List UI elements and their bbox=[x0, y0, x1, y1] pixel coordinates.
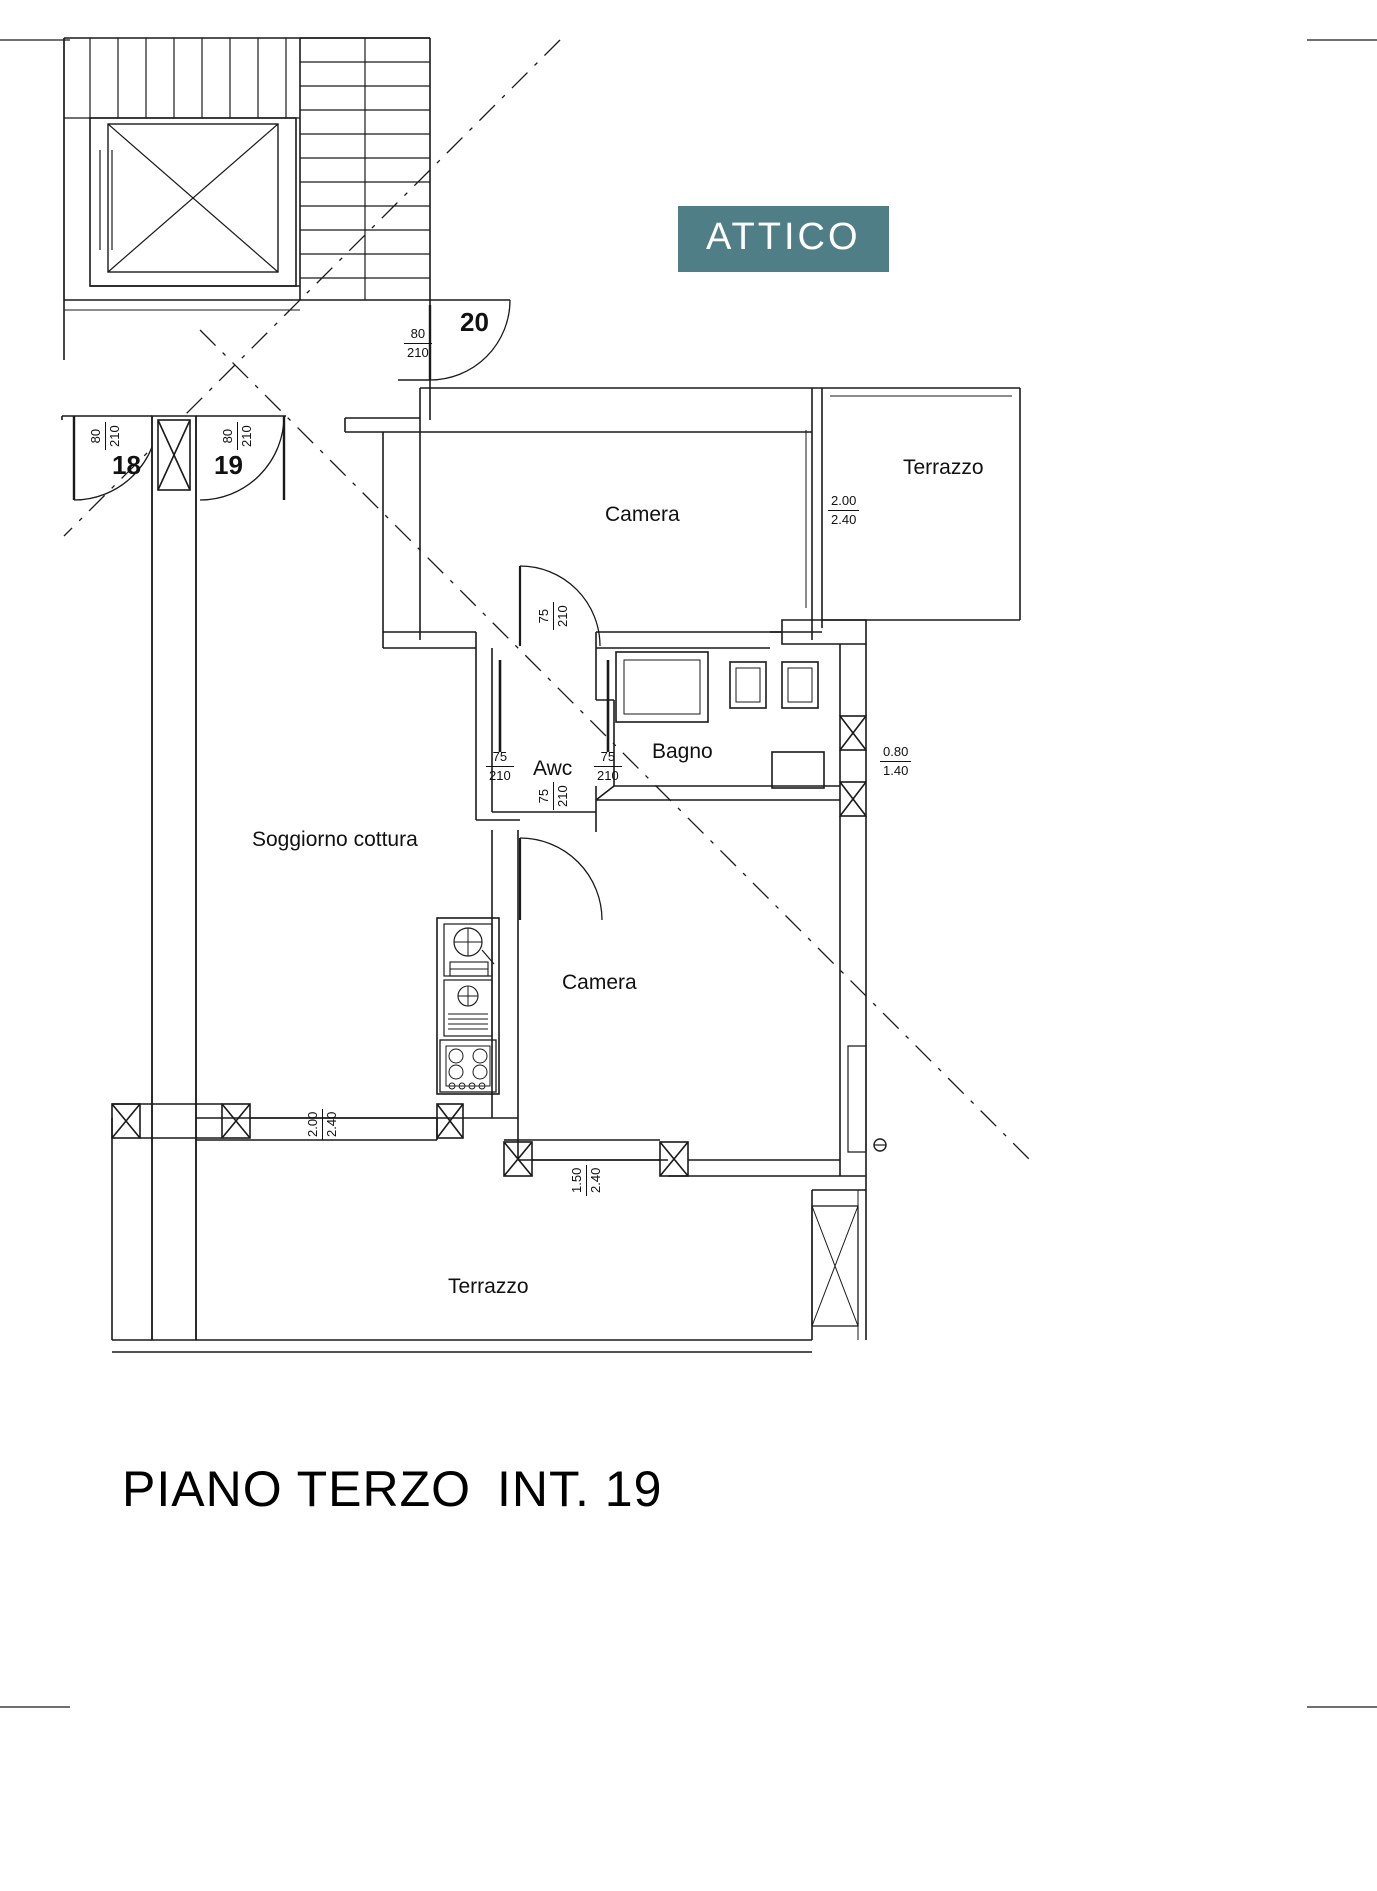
dim-door-awc-bottom-width: 75 bbox=[536, 782, 554, 810]
dim-window-soggiorno-width: 2.00 bbox=[305, 1109, 323, 1140]
dim-door-20-height: 210 bbox=[407, 345, 429, 361]
dim-door-awc-bottom-height: 210 bbox=[555, 785, 571, 807]
dim-door-18 bbox=[88, 422, 124, 450]
dim-door-19-height: 210 bbox=[239, 425, 255, 447]
attico-badge: ATTICO bbox=[678, 206, 889, 272]
room-label-terrazzo-sud: Terrazzo bbox=[448, 1275, 529, 1298]
page-crop-marks bbox=[0, 40, 1377, 1707]
room-label-camera-nord: Camera bbox=[605, 503, 680, 526]
dim-door-camera-nord-width: 75 bbox=[536, 602, 554, 630]
page-title bbox=[122, 1460, 662, 1518]
dim-door-bagno bbox=[594, 749, 622, 785]
door-number-18: 18 bbox=[112, 450, 141, 480]
dim-window-camera-sud-width: 1.50 bbox=[569, 1165, 587, 1196]
dim-window-camera-sud bbox=[569, 1165, 605, 1196]
page-title-main: PIANO TERZO bbox=[122, 1461, 472, 1517]
room-label-bagno: Bagno bbox=[652, 740, 713, 763]
dim-door-bagno-width: 75 bbox=[594, 749, 622, 767]
dim-terrace-window-height: 2.40 bbox=[831, 512, 857, 528]
dim-terrace-window-width: 2.00 bbox=[828, 493, 859, 511]
room-label-camera-sud: Camera bbox=[562, 971, 637, 994]
dim-door-awc-bottom bbox=[536, 782, 572, 810]
room-label-soggiorno-cottura: Soggiorno cottura bbox=[252, 828, 418, 851]
dim-window-bagno bbox=[880, 744, 911, 780]
dim-door-awc-left-height: 210 bbox=[489, 768, 511, 784]
dim-window-soggiorno-height: 2.40 bbox=[324, 1111, 340, 1137]
dim-door-19 bbox=[220, 422, 256, 450]
dim-door-20-width: 80 bbox=[404, 326, 432, 344]
room-label-awc: Awc bbox=[533, 757, 573, 780]
door-number-20: 20 bbox=[460, 307, 489, 337]
dim-terrace-window bbox=[828, 493, 859, 529]
door-number-19: 19 bbox=[214, 450, 243, 480]
dim-door-18-width: 80 bbox=[88, 422, 106, 450]
dim-door-camera-nord-height: 210 bbox=[555, 605, 571, 627]
room-label-terrazzo-est: Terrazzo bbox=[903, 456, 984, 479]
page-title-sub: INT. 19 bbox=[497, 1461, 663, 1517]
dim-door-18-height: 210 bbox=[107, 425, 123, 447]
dim-door-20 bbox=[404, 326, 432, 362]
walls bbox=[112, 388, 1020, 1352]
dim-door-19-width: 80 bbox=[220, 422, 238, 450]
dim-door-bagno-height: 210 bbox=[597, 768, 619, 784]
dim-window-bagno-width: 0.80 bbox=[880, 744, 911, 762]
dim-door-awc-left-width: 75 bbox=[486, 749, 514, 767]
dim-window-bagno-height: 1.40 bbox=[883, 763, 909, 779]
dim-window-camera-sud-height: 2.40 bbox=[588, 1167, 604, 1193]
dim-window-soggiorno bbox=[305, 1109, 341, 1140]
stairwell-block bbox=[64, 38, 430, 420]
dim-door-camera-nord bbox=[536, 602, 572, 630]
dim-door-awc-left bbox=[486, 749, 514, 785]
